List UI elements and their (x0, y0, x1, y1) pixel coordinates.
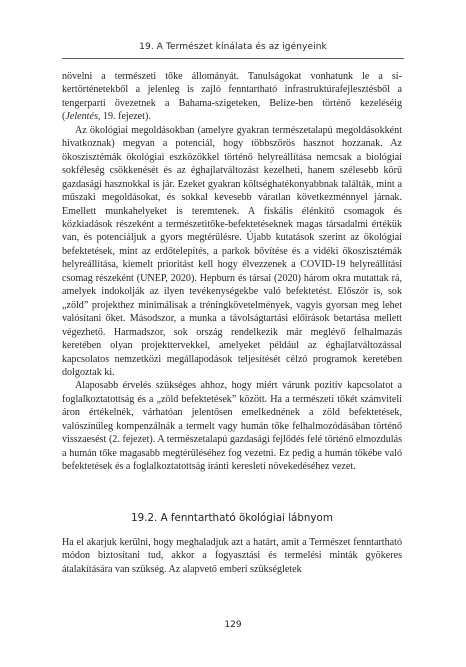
paragraph-3: Alaposabb érvelés szükséges ahhoz, hogy miért várunk pozitív kapcsolatot a foglalkoztatottság és a „zöld befektetések” között. Ha a természeti tőkét számviteli áron értékelnék, várhatóan jelentősen emelkednének a zöld befektetések, valószínűleg kompenzálnák a termelt vagy humán tőke felhalmozódásában történő visszaesést (2. fejezet). A természetalapú gazdasági fejlődés felé történő elmozdulás a humán tőke magasabb megtérüléséhez fog vezetni. Ez pedig a humán tőkébe való befektetések és a foglalkoztatottság iránti keresleti növekedéséhez vezet. (62, 380, 402, 473)
section-paragraph-1: Ha el akarjuk kerülni, hogy meghaladjuk azt a határt, amit a Természet fenntartható módon biztosítani tud, akkor a fogyasztási és termelési minták gyökeres átalakítására van szükség. Az alapvető emberi szükségletek (62, 537, 402, 575)
paragraph-1 (62, 70, 402, 124)
section-body-text (62, 536, 402, 576)
page-number: 129 (224, 620, 242, 630)
paragraph-1-text-a: növelni a természeti tőke állományát. Tanulságokat vonhatunk le a sikertörténetekből a jelenleg is zajló fenntartható infrastruktúrafejlesztésből a tengerparti övezetnek a Bahama-szigeteken, Belize-ben történő kezeléséig ( (62, 71, 402, 123)
section-heading: 19.2. A fenntartható ökológiai lábnyom (131, 512, 333, 524)
header-rule (62, 58, 404, 59)
paragraph-2: Az ökológiai megoldásokban (amelyre gyakran természetalapú megoldásokként hivatkoznak) megvan a potenciál, hogy többszörös hasznot hozzanak. Az ökoszisztémák ökológiai eszközökkel történő helyreállítása nemcsak a biológiai sokféleség csökkenését és az éghajlatváltozást kezelheti, hanem szélesebb körű gazdasági hasznokkal is jár. Ezeket gyakran költséghatékonyabbnak találták, mint a műszaki megoldásokat, és sokkal kevesebb váratlan következménnyel járnak. Emellett munkahelyeket is teremtenek. A fiskális élénkítő csomagok és közkiadások részeként a természetitőke-befektetéseknek magas társadalmi értékük van, és potenciáljuk a gyors megtérülésre. Újabb kutatások szerint az ökológiai befektetések, mint az erdőtelepítés, a parkok bővítése és a vidéki ökoszisztémák helyreállítása, kiemelt prioritást kell hogy élvezzenek a COVID-19 helyreállítási csomag részeként (UNEP, 2020). Hepburn és társai (2020) három okra mutattak rá, amelyek indokolják az ilyen tevékenységekbe való befektetést. Először is, sok „zöld” projekthez minimálisak a tréningkövetelmények, vagyis gyorsan meg lehet valósítani őket. Másodszor, a munka a távolságtartási előírások betartása mellett végezhető. Harmadszor, sok ország rendelkezik már meglévő felhalmazás keretében olyan projekttervekkel, amelyeket például az éghajlatváltozással kapcsolatos nemzetközi megállapodások teljesítését célzó programok keretében dolgoztak ki. (62, 124, 402, 378)
paragraph-1-text-b: , 19. fejezet). (97, 111, 151, 123)
running-header: 19. A Természet kínálata és az igényeink (139, 42, 327, 52)
main-body-text (62, 70, 402, 474)
report-reference-italic: Jelentés (65, 111, 98, 123)
